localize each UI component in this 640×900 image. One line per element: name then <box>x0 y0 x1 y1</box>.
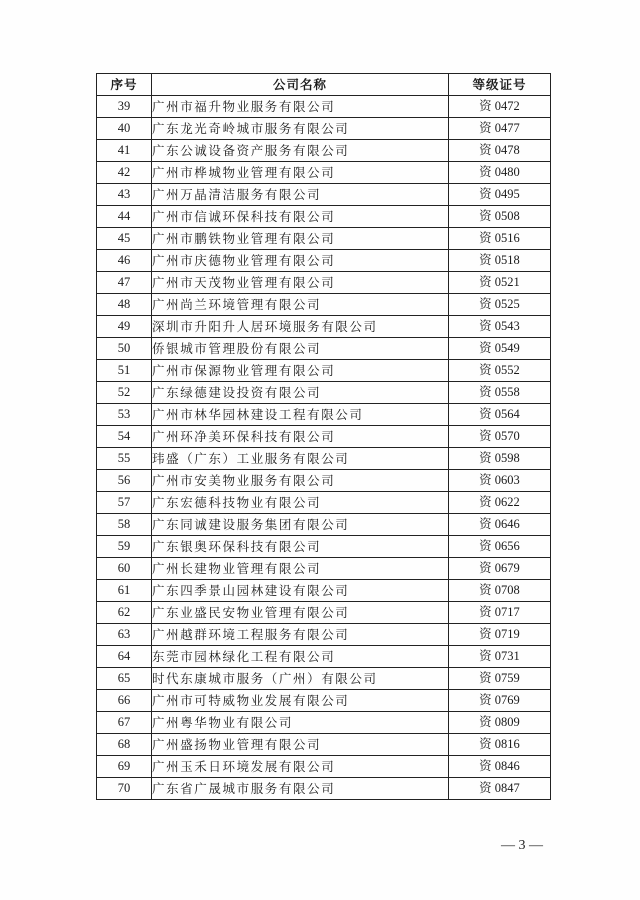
row-certificate-number: 资 0480 <box>449 162 551 184</box>
row-certificate-number: 资 0558 <box>449 382 551 404</box>
table-row <box>97 668 551 690</box>
row-serial-number: 45 <box>97 228 152 250</box>
table-row <box>97 536 551 558</box>
row-serial-number: 68 <box>97 734 152 756</box>
table-row <box>97 96 551 118</box>
header-company-name: 公司名称 <box>152 74 449 96</box>
row-company-name: 广州市庆德物业管理有限公司 <box>152 250 449 272</box>
table-row <box>97 712 551 734</box>
table-row <box>97 646 551 668</box>
row-serial-number: 51 <box>97 360 152 382</box>
table-body <box>97 96 551 800</box>
row-serial-number: 44 <box>97 206 152 228</box>
row-company-name: 广州市桦城物业管理有限公司 <box>152 162 449 184</box>
row-serial-number: 50 <box>97 338 152 360</box>
table-header-row <box>97 74 551 96</box>
table-row <box>97 316 551 338</box>
table-row <box>97 162 551 184</box>
row-serial-number: 49 <box>97 316 152 338</box>
row-company-name: 广州环净美环保科技有限公司 <box>152 426 449 448</box>
row-certificate-number: 资 0508 <box>449 206 551 228</box>
row-company-name: 广东业盛民安物业管理有限公司 <box>152 602 449 624</box>
row-certificate-number: 资 0472 <box>449 96 551 118</box>
row-company-name: 广州粤华物业有限公司 <box>152 712 449 734</box>
row-serial-number: 63 <box>97 624 152 646</box>
row-serial-number: 67 <box>97 712 152 734</box>
row-certificate-number: 资 0847 <box>449 778 551 800</box>
table-row <box>97 778 551 800</box>
row-company-name: 玮盛（广东）工业服务有限公司 <box>152 448 449 470</box>
row-certificate-number: 资 0719 <box>449 624 551 646</box>
table-row <box>97 734 551 756</box>
table-row <box>97 558 551 580</box>
table-row <box>97 184 551 206</box>
row-company-name: 东莞市园林绿化工程有限公司 <box>152 646 449 668</box>
row-certificate-number: 资 0731 <box>449 646 551 668</box>
row-certificate-number: 资 0603 <box>449 470 551 492</box>
row-serial-number: 60 <box>97 558 152 580</box>
row-serial-number: 54 <box>97 426 152 448</box>
table-row <box>97 118 551 140</box>
row-serial-number: 69 <box>97 756 152 778</box>
row-serial-number: 52 <box>97 382 152 404</box>
row-certificate-number: 资 0816 <box>449 734 551 756</box>
row-serial-number: 53 <box>97 404 152 426</box>
row-company-name: 广州市可特威物业发展有限公司 <box>152 690 449 712</box>
row-serial-number: 39 <box>97 96 152 118</box>
row-company-name: 广东绿德建设投资有限公司 <box>152 382 449 404</box>
table-row <box>97 382 551 404</box>
row-serial-number: 62 <box>97 602 152 624</box>
row-certificate-number: 资 0549 <box>449 338 551 360</box>
row-company-name: 广州市保源物业管理有限公司 <box>152 360 449 382</box>
table-row <box>97 448 551 470</box>
row-certificate-number: 资 0543 <box>449 316 551 338</box>
table-row <box>97 360 551 382</box>
row-certificate-number: 资 0598 <box>449 448 551 470</box>
row-company-name: 广东银奥环保科技有限公司 <box>152 536 449 558</box>
row-company-name: 广州市信诚环保科技有限公司 <box>152 206 449 228</box>
table-row <box>97 690 551 712</box>
row-company-name: 广东四季景山园林建设有限公司 <box>152 580 449 602</box>
table-row <box>97 602 551 624</box>
row-certificate-number: 资 0679 <box>449 558 551 580</box>
table-row <box>97 404 551 426</box>
row-company-name: 深圳市升阳升人居环境服务有限公司 <box>152 316 449 338</box>
header-certificate-number: 等级证号 <box>449 74 551 96</box>
row-serial-number: 42 <box>97 162 152 184</box>
row-company-name: 广州市安美物业服务有限公司 <box>152 470 449 492</box>
row-serial-number: 61 <box>97 580 152 602</box>
row-serial-number: 41 <box>97 140 152 162</box>
row-company-name: 广东同诚建设服务集团有限公司 <box>152 514 449 536</box>
table-row <box>97 756 551 778</box>
row-certificate-number: 资 0769 <box>449 690 551 712</box>
row-certificate-number: 资 0656 <box>449 536 551 558</box>
table-row <box>97 140 551 162</box>
row-serial-number: 40 <box>97 118 152 140</box>
row-certificate-number: 资 0809 <box>449 712 551 734</box>
row-company-name: 时代东康城市服务（广州）有限公司 <box>152 668 449 690</box>
row-certificate-number: 资 0552 <box>449 360 551 382</box>
header-serial-number: 序号 <box>97 74 152 96</box>
row-certificate-number: 资 0518 <box>449 250 551 272</box>
row-certificate-number: 资 0622 <box>449 492 551 514</box>
row-company-name: 侨银城市管理股份有限公司 <box>152 338 449 360</box>
row-serial-number: 57 <box>97 492 152 514</box>
row-serial-number: 56 <box>97 470 152 492</box>
table-row <box>97 624 551 646</box>
row-company-name: 广东龙光奇岭城市服务有限公司 <box>152 118 449 140</box>
table-row <box>97 228 551 250</box>
table-row <box>97 250 551 272</box>
row-certificate-number: 资 0521 <box>449 272 551 294</box>
row-certificate-number: 资 0478 <box>449 140 551 162</box>
row-certificate-number: 资 0570 <box>449 426 551 448</box>
row-serial-number: 64 <box>97 646 152 668</box>
row-serial-number: 65 <box>97 668 152 690</box>
row-serial-number: 70 <box>97 778 152 800</box>
row-serial-number: 59 <box>97 536 152 558</box>
row-serial-number: 47 <box>97 272 152 294</box>
table-row <box>97 338 551 360</box>
row-certificate-number: 资 0495 <box>449 184 551 206</box>
table-row <box>97 206 551 228</box>
row-company-name: 广东省广晟城市服务有限公司 <box>152 778 449 800</box>
row-company-name: 广州长建物业管理有限公司 <box>152 558 449 580</box>
row-company-name: 广州市福升物业服务有限公司 <box>152 96 449 118</box>
row-certificate-number: 资 0717 <box>449 602 551 624</box>
row-company-name: 广州市林华园林建设工程有限公司 <box>152 404 449 426</box>
row-company-name: 广州万晶清洁服务有限公司 <box>152 184 449 206</box>
row-serial-number: 55 <box>97 448 152 470</box>
row-company-name: 广州玉禾日环境发展有限公司 <box>152 756 449 778</box>
row-certificate-number: 资 0477 <box>449 118 551 140</box>
page-number: — 3 — <box>501 838 543 853</box>
row-serial-number: 66 <box>97 690 152 712</box>
table-row <box>97 580 551 602</box>
row-company-name: 广州市天茂物业管理有限公司 <box>152 272 449 294</box>
table-row <box>97 426 551 448</box>
row-certificate-number: 资 0846 <box>449 756 551 778</box>
row-company-name: 广州尚兰环境管理有限公司 <box>152 294 449 316</box>
table-row <box>97 294 551 316</box>
company-registry-table <box>96 73 551 800</box>
row-serial-number: 48 <box>97 294 152 316</box>
table-row <box>97 272 551 294</box>
row-company-name: 广东公诚设备资产服务有限公司 <box>152 140 449 162</box>
row-serial-number: 58 <box>97 514 152 536</box>
row-certificate-number: 资 0525 <box>449 294 551 316</box>
row-company-name: 广州越群环境工程服务有限公司 <box>152 624 449 646</box>
row-company-name: 广州市鹏铁物业管理有限公司 <box>152 228 449 250</box>
row-company-name: 广州盛扬物业管理有限公司 <box>152 734 449 756</box>
row-serial-number: 46 <box>97 250 152 272</box>
table-row <box>97 470 551 492</box>
row-certificate-number: 资 0759 <box>449 668 551 690</box>
row-certificate-number: 资 0564 <box>449 404 551 426</box>
row-company-name: 广东宏德科技物业有限公司 <box>152 492 449 514</box>
row-certificate-number: 资 0516 <box>449 228 551 250</box>
row-certificate-number: 资 0708 <box>449 580 551 602</box>
row-serial-number: 43 <box>97 184 152 206</box>
row-certificate-number: 资 0646 <box>449 514 551 536</box>
table-row <box>97 514 551 536</box>
table-row <box>97 492 551 514</box>
